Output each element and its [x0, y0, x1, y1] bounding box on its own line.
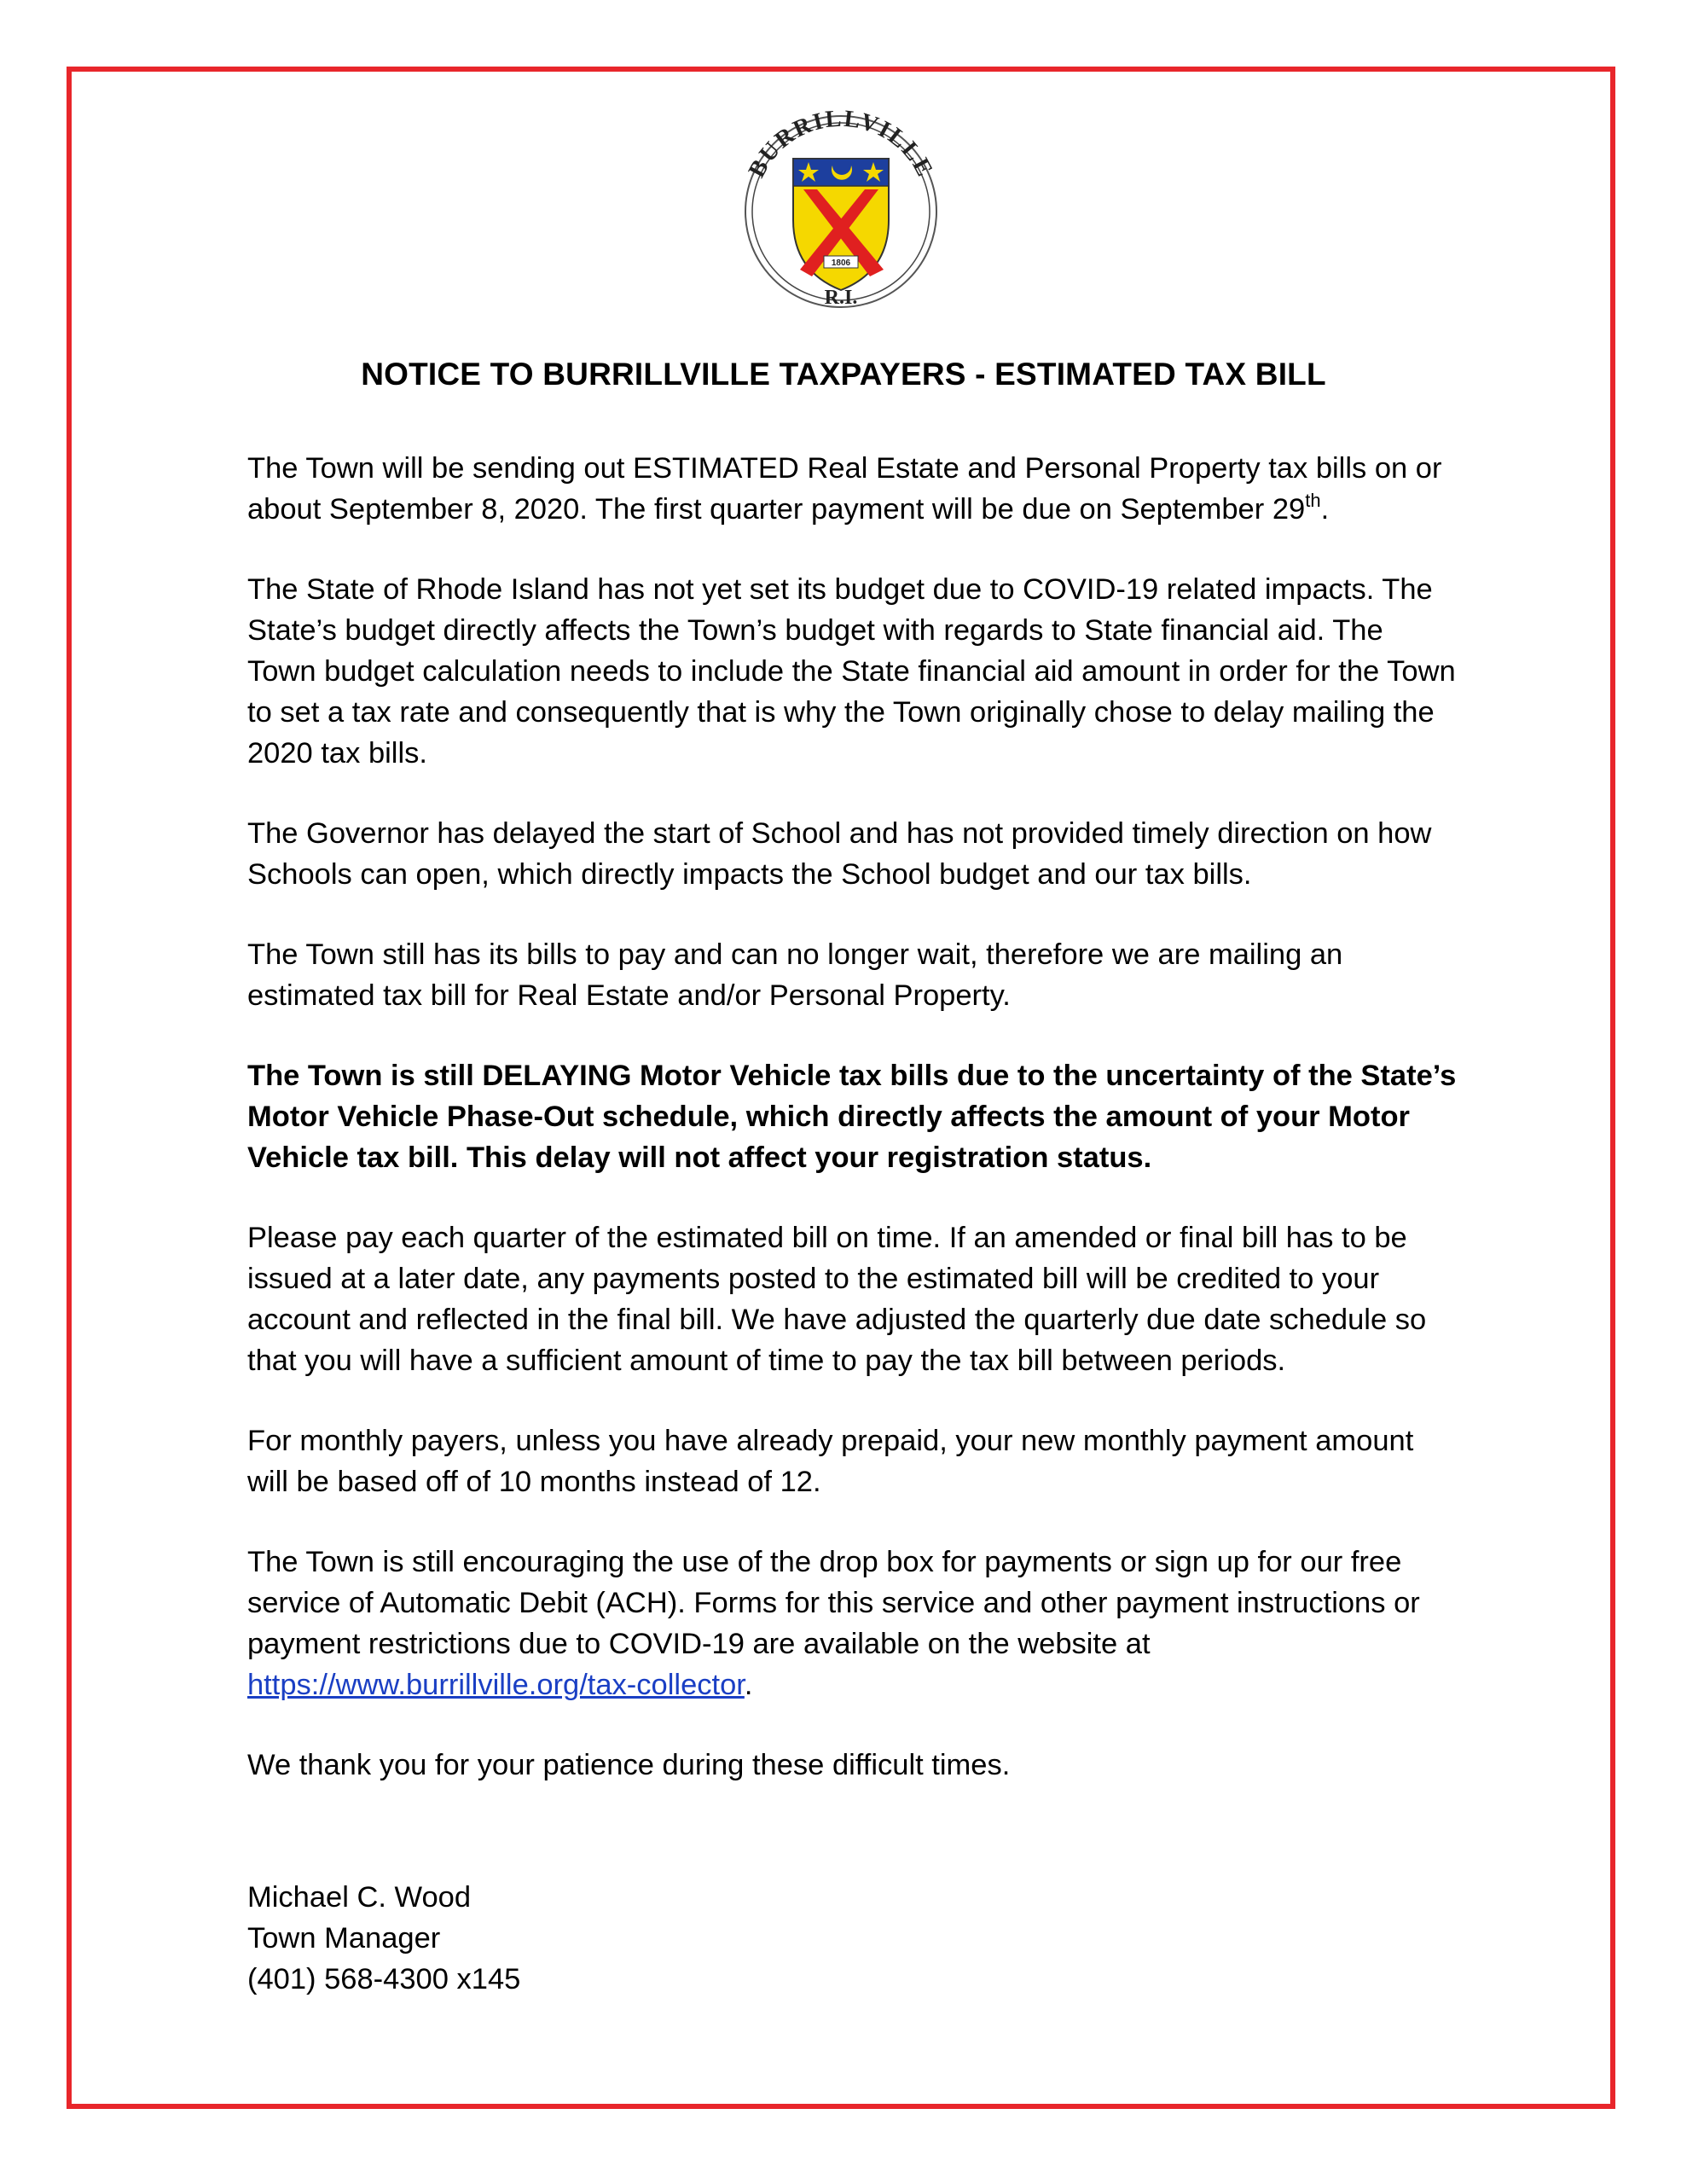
paragraph-estimated-bill: The Town still has its bills to pay and can no longer wait, therefore we are mailing an estimated tax bill for Real Estate and/or Personal Property. [247, 938, 1343, 1012]
signer-name: Michael C. Wood [247, 1881, 472, 1914]
paragraph-mailing-date [247, 448, 1458, 530]
paragraph-drop-box [247, 1542, 1458, 1705]
notice-body [247, 448, 1458, 1825]
signature-block [247, 1877, 520, 2000]
signer-role: Town Manager [247, 1922, 441, 1955]
paragraph-monthly-payers: For monthly payers, unless you have already prepaid, your new monthly payment amount will be based off of 10 months instead of 12. [247, 1425, 1414, 1498]
paragraph-drop-box-text: The Town is still encouraging the use of the drop box for payments or sign up for our free service of Automatic Debit (ACH). Forms for this service and other payment instructions or payment restrictions due to COVID-19 are available on the website at [247, 1546, 1420, 1660]
notice-title: NOTICE TO BURRILLVILLE TAXPAYERS - ESTIMATED TAX BILL [361, 357, 1326, 392]
paragraph-thank-you: We thank you for your patience during these difficult times. [247, 1749, 1011, 1781]
seal-top-text: BURRILLVILLE [743, 109, 939, 183]
paragraph-governor: The Governor has delayed the start of School and has not provided timely direction on how Schools can open, which directly impacts the School budget and our tax bills. [247, 817, 1432, 891]
paragraph-state-budget: The State of Rhode Island has not yet set its budget due to COVID-19 related impacts. The State’s budget directly affects the Town’s budget with regards to State financial aid. The Town budget calculation needs to include the State financial aid amount in order for the Town to set a tax rate and consequently that is why the Town originally chose to delay mailing the 2020 tax bills. [247, 573, 1456, 770]
paragraph-mailing-date-end: . [1320, 493, 1330, 526]
tax-collector-link[interactable]: https://www.burrillville.org/tax-collector [247, 1669, 745, 1701]
paragraph-drop-box-end: . [744, 1669, 753, 1701]
seal-bottom-text: R.I. [824, 287, 858, 309]
signer-phone: (401) 568-4300 x145 [247, 1963, 521, 1995]
seal-year: 1806 [831, 258, 851, 268]
burrillville-seal-logo [732, 109, 950, 314]
ordinal-suffix: th [1305, 489, 1321, 511]
paragraph-pay-quarterly: Please pay each quarter of the estimated bill on time. If an amended or final bill has to be issued at a later date, any payments posted to the estimated bill will be credited to your account and reflected in the final bill. We have adjusted the quarterly due date schedule so that you will have a sufficient amount of time to pay the tax bill between periods. [247, 1222, 1427, 1377]
paragraph-mailing-date-text: The Town will be sending out ESTIMATED Real Estate and Personal Property tax bills on or about September 8, 2020. The first quarter payment will be due on September 29 [247, 452, 1442, 526]
paragraph-motor-vehicle-delay: The Town is still DELAYING Motor Vehicle tax bills due to the uncertainty of the State’s Motor Vehicle Phase-Out schedule, which directly affects the amount of your Motor Vehicle tax bill. This delay will not affect your registration status. [247, 1060, 1457, 1174]
